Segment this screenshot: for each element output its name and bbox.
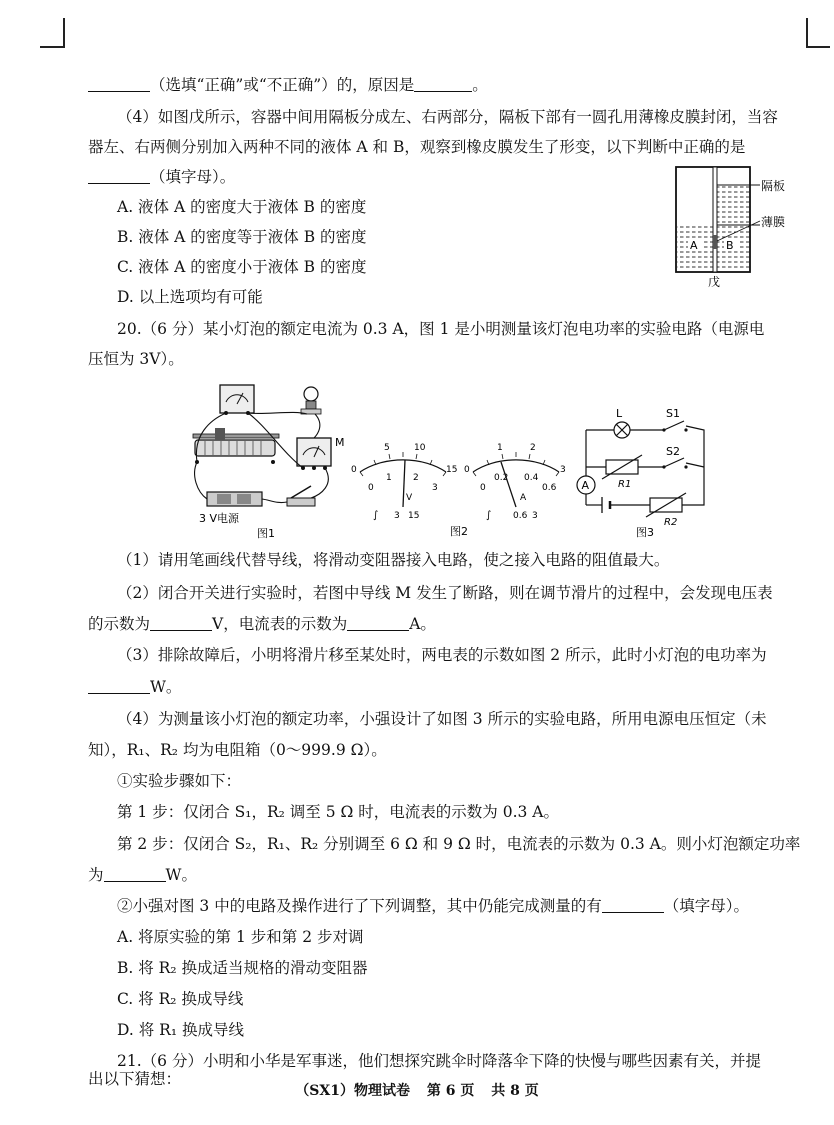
q20-part2-line-1: （2）闭合开关进行实验时，若图中导线 M 发生了断路，则在调节滑片的过程中，会发现电压表 (117, 584, 773, 602)
answer-blank[interactable] (150, 629, 212, 631)
svg-text:15: 15 (446, 465, 458, 475)
q20-intro-line-1: 20.（6 分）某小灯泡的额定电流为 0.3 A，图 1 是小明测量该灯泡电功率的实验电路（电源电 (117, 320, 765, 338)
figure-caption-3: 图3 (636, 526, 654, 539)
q20-adjust-option-b: B. 将 R₂ 换成适当规格的滑动变阻器 (117, 959, 368, 977)
svg-text:0: 0 (351, 465, 357, 475)
q20-adjust-option-c: C. 将 R₂ 换成导线 (117, 990, 244, 1008)
svg-text:1: 1 (386, 473, 392, 483)
crop-mark-left-v (63, 18, 65, 48)
figure-caption-2: 图2 (450, 525, 468, 538)
svg-text:0.6: 0.6 (542, 483, 557, 493)
label-partition: 隔板 (761, 179, 786, 193)
crop-mark-right-h (806, 46, 830, 48)
figure-3-schematic (566, 405, 716, 540)
q20-part4-adjust: ②小强对图 3 中的电路及操作进行了下列调整，其中仍能完成测量的有 （填字母）。 (117, 897, 749, 915)
svg-text:0.2: 0.2 (494, 473, 509, 483)
label-power-source: 3 V电源 (199, 512, 240, 525)
q20-intro-line-2: 压恒为 3V）。 (88, 350, 184, 368)
q20-part4-step-2: 第 2 步：仅闭合 S₂，R₁、R₂ 分别调至 6 Ω 和 9 Ω 时，电流表的示数为 0.3 A。则小灯泡额定功率 (117, 835, 801, 853)
label-membrane: 薄膜 (761, 215, 786, 229)
svg-text:10: 10 (414, 443, 426, 453)
exam-code: （SX1）物理试卷 (295, 1083, 410, 1099)
svg-text:∫: ∫ (373, 510, 379, 521)
label-liquid-a: A (690, 239, 698, 252)
q19-option-a: A. 液体 A 的密度大于液体 B 的密度 (117, 198, 367, 216)
svg-text:3: 3 (560, 465, 566, 475)
label-ammeter: A (581, 479, 590, 492)
q19-part4-line-2: 器左、右两侧分别加入两种不同的液体 A 和 B，观察到橡皮膜发生了形变，以下判断中正确的是 (88, 138, 746, 156)
svg-text:0: 0 (464, 465, 470, 475)
answer-blank[interactable] (104, 880, 166, 882)
svg-text:V: V (406, 493, 413, 503)
q19-option-d: D. 以上选项均有可能 (117, 288, 263, 306)
page-footer (0, 1080, 834, 1100)
q20-part4-line-1: （4）为测量该小灯泡的额定功率，小强设计了如图 3 所示的实验电路，所用电源电压恒定（未 (117, 710, 767, 728)
q19-part4-line-1: （4）如图戊所示，容器中间用隔板分成左、右两部分，隔板下部有一圆孔用薄橡皮膜封闭，当容 (117, 108, 778, 126)
svg-text:3: 3 (532, 511, 538, 521)
q20-part3-line-1: （3）排除故障后，小明将滑片移至某处时，两电表的示数如图 2 所示，此时小灯泡的电功率为 (117, 646, 767, 664)
svg-text:2: 2 (413, 473, 419, 483)
figure-2-meters (348, 432, 576, 540)
q20-part3-line-2: W。 (88, 680, 181, 696)
svg-text:∫: ∫ (486, 510, 492, 521)
label-s1: S1 (666, 407, 680, 420)
q20-adjust-option-a: A. 将原实验的第 1 步和第 2 步对调 (117, 928, 364, 946)
svg-text:A: A (520, 493, 527, 503)
q19-line-0: （选填“正确”或“不正确”）的，原因是 。 (88, 78, 488, 94)
wire-label-m: M (335, 436, 345, 449)
svg-text:3: 3 (394, 511, 400, 521)
svg-text:15: 15 (408, 511, 420, 521)
q20-part4-step-1: 第 1 步：仅闭合 S₁，R₂ 调至 5 Ω 时，电流表的示数为 0.3 A。 (117, 803, 559, 821)
q21-line-1: 21.（6 分）小明和小华是军事迷，他们想探究跳伞时降落伞下降的快慢与哪些因素有关，并提 (117, 1052, 761, 1070)
svg-text:0: 0 (368, 483, 374, 493)
answer-blank[interactable] (88, 692, 150, 694)
label-s2: S2 (666, 445, 680, 458)
label-r2: R2 (664, 517, 678, 528)
answer-blank[interactable] (88, 90, 150, 92)
page-total: 共 8 页 (491, 1083, 539, 1099)
page-number: 第 6 页 (426, 1083, 475, 1099)
q20-part4-steps-heading: ①实验步骤如下： (117, 772, 242, 790)
figure-caption-wu: 戊 (708, 275, 721, 289)
answer-blank[interactable] (347, 629, 409, 631)
crop-mark-left-h (40, 46, 64, 48)
q19-part4-line-3: （填字母）。 (88, 170, 235, 186)
q21-line-2: 出以下猜想： (88, 1070, 182, 1088)
svg-text:0.6: 0.6 (513, 511, 528, 521)
figure-container-partition (668, 165, 798, 290)
svg-text:1: 1 (497, 443, 503, 453)
label-r1: R1 (618, 479, 632, 490)
svg-text:3: 3 (432, 483, 438, 493)
q20-part4-step-2-cont: 为 W。 (88, 866, 197, 884)
q19-option-c: C. 液体 A 的密度小于液体 B 的密度 (117, 258, 367, 276)
answer-blank[interactable] (88, 182, 150, 184)
q19-option-b: B. 液体 A 的密度等于液体 B 的密度 (117, 228, 367, 246)
q20-part2-line-2: 的示数为 V，电流表的示数为 A。 (88, 615, 436, 633)
figure-1-circuit (185, 380, 350, 540)
q20-adjust-option-d: D. 将 R₁ 换成导线 (117, 1021, 244, 1039)
svg-text:0.4: 0.4 (524, 473, 539, 483)
svg-text:5: 5 (384, 443, 390, 453)
answer-blank[interactable] (414, 90, 472, 92)
label-lamp: L (616, 407, 623, 420)
figure-caption-1: 图1 (257, 527, 275, 540)
crop-mark-right-v (806, 18, 808, 48)
q20-part1: （1）请用笔画线代替导线，将滑动变阻器接入电路，使之接入电路的阻值最大。 (117, 551, 670, 569)
q20-part4-line-2: 知），R₁、R₂ 均为电阻箱（0～999.9 Ω）。 (88, 741, 387, 759)
svg-text:0: 0 (480, 483, 486, 493)
answer-blank[interactable] (602, 911, 664, 913)
svg-text:2: 2 (530, 443, 536, 453)
label-liquid-b: B (726, 239, 734, 252)
